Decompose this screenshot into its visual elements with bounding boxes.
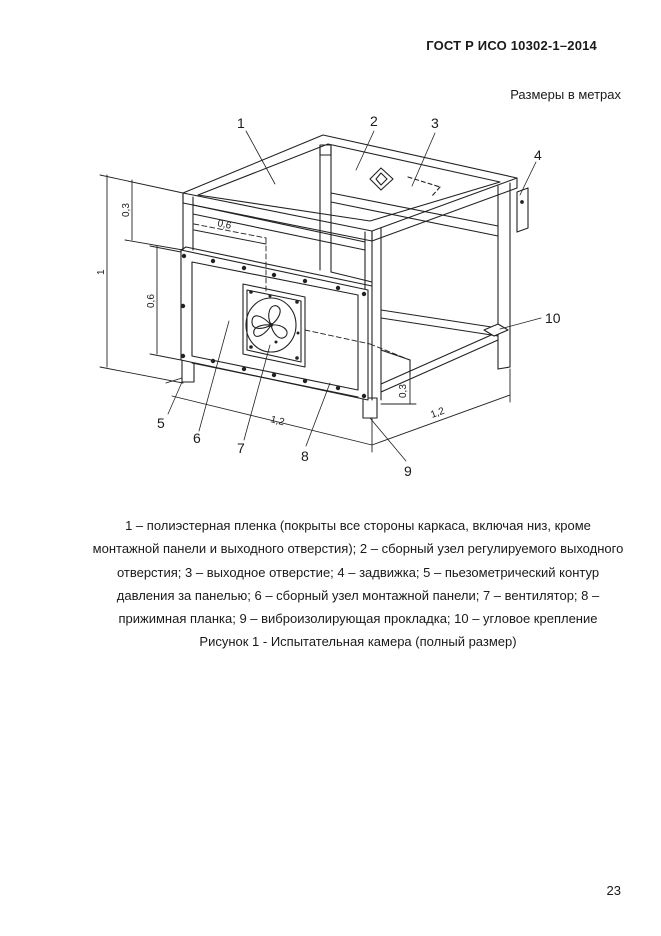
dim-height-total: 1 — [96, 269, 107, 275]
caption-title: Рисунок 1 - Испытательная камера (полный размер) — [199, 634, 517, 650]
dim-width-front: 1,2 — [269, 414, 286, 429]
callout-10: 10 — [545, 310, 561, 326]
page-number: 23 — [606, 883, 621, 898]
callout-8: 8 — [301, 448, 309, 464]
dim-foot-height: 0,3 — [398, 384, 409, 398]
callout-6: 6 — [193, 430, 201, 446]
figure-caption — [92, 514, 624, 654]
callout-7: 7 — [237, 440, 245, 456]
callout-1: 1 — [237, 115, 245, 131]
caption-legend: 1 – полиэстерная пленка (покрыты все стороны каркаса, включая низ, кроме монтажной панели и выходного отверстия); 2 – сборный узел регулируемого выходного отверстия; 3 – выходное отверстие; 4 – задвижка; 5 – пьезометрический контур давления за панелью; 6 – сборный узел монтажной панели; 7 – вентилятор; 8 – прижимная планка; 9 – виброизолирующая прокладка; 10 – угловое крепление — [92, 518, 624, 627]
units-note: Размеры в метрах — [510, 87, 621, 102]
callout-9: 9 — [404, 463, 412, 479]
fan-assembly — [243, 284, 305, 367]
outlet — [370, 168, 440, 196]
dim-panel-width: 0,6 — [216, 218, 233, 232]
frame-top — [183, 135, 517, 241]
dim-panel-height: 0,6 — [146, 294, 157, 308]
damper — [517, 188, 528, 232]
callout-4: 4 — [534, 147, 542, 163]
callout-2: 2 — [370, 113, 378, 129]
document-header: ГОСТ Р ИСО 10302-1–2014 — [426, 38, 597, 53]
frame-bottom — [381, 310, 508, 392]
callout-5: 5 — [157, 415, 165, 431]
dim-height-top: 0,3 — [121, 203, 132, 217]
callout-3: 3 — [431, 115, 439, 131]
dim-depth-side: 1,2 — [429, 405, 447, 421]
